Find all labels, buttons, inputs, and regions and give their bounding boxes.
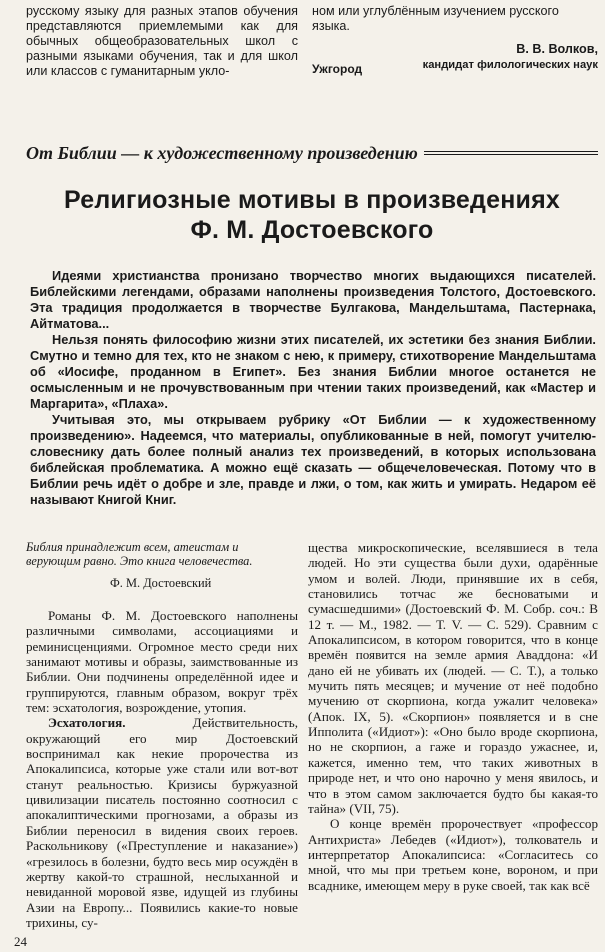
page-number: 24	[14, 934, 27, 949]
intro-paragraph: Учитывая это, мы открываем рубрику «От Библии — к художественному произведению». Надеемся, что материалы, опубликованные в ней, помогут учителю-словеснику дать более полный анализ тех произведений, в которых использована библейская проблематика. А можно ещё сказать — общечеловеческая. Потому что в Библии речь идёт о добре и зле, правде и лжи, о том, как жить и умирать. Недаром её называют Книгой Книг.	[30, 412, 596, 507]
article-title-line-1: Религиозные мотивы в произведениях	[64, 186, 560, 214]
right-column-body	[308, 540, 598, 893]
previous-article-ending	[26, 4, 598, 112]
body-paragraph-text: Действительность, окружающий его мир Достоевский воспринимал как некие пророчества из Апокалипсиса, которые уже стали или вот-вот станут реальностью. Кризисы буржуазной цивилизации писатель постоянно соотносил с апокалиптическими прогнозами, а образы из Библии переносил в видения своих героев. Раскольникову («Преступление и наказание») «грезилось в болезни, будто весь мир осуждён в жертву какой-то страшной, неслыханной и невиданной моровой язве, идущей из глубины Азии на Европу... Появились какие-то новые трихины, су-	[26, 715, 298, 930]
epigraph-author: Ф. М. Достоевский	[110, 576, 212, 590]
previous-article-right-column	[312, 4, 598, 76]
article-title	[26, 185, 598, 245]
author-signature: В. В. Волков,	[516, 42, 598, 56]
rubric-header	[26, 143, 598, 165]
body-paragraph	[26, 715, 298, 930]
epigraph	[26, 540, 258, 568]
previous-article-text-left: русскому языку для разных этапов обучения представляются приемлемыми как для обычных общеобразовательных школ с разными языками обучения, так и для школ или классов с гуманитарным укло-	[26, 4, 298, 78]
article-left-column	[26, 540, 298, 930]
body-paragraph: Романы Ф. М. Достоевского наполнены различными символами, ассоциациями и реминисценциями. Огромное место среди них занимают мотивы и образы, заимствованные из Библии. Они подчинены определённой идее и группируются, главным образом, вокруг трёх тем: эсхатология, возрождение, утопия.	[26, 608, 298, 716]
previous-article-left-column	[26, 4, 298, 79]
article-title-line-2: Ф. М. Достоевского	[190, 216, 434, 244]
previous-article-text-right: ном или углублённым изучением русского языка.	[312, 4, 559, 33]
body-paragraph: щества микроскопические, вселявшиеся в тела людей. Но эти существа были духи, одарённые умом и волей. Люди, принявшие их в себя, становились тотчас же бесноватыми и сумасшедшими» (Достоевский Ф. М. Собр. соч.: В 12 т. — М., 1982. — Т. V. — С. 529). Сравним с Апокалипсисом, в котором говорится, что в конце времён появится на земле армия Аваддона: «И дано ей не убивать их (людей. — С. Т.), а только мучить пять месяцев; и мучение от неё подобно мучению от скорпиона, когда ужалит человека» (Апок. IX, 5). «Скорпион» появляется и в сне Ипполита («Идиот»): «Оно было вроде скорпиона, но не скорпион, а гаже и гораздо ужаснее, и, кажется, именно тем, что таких животных в природе нет, и что оно нарочно у меня явилось, и что в этом самом заключается будто бы какая-то тайна» (VII, 75).	[308, 540, 598, 816]
author-title: кандидат филологических наук	[422, 59, 598, 71]
author-city: Ужгород	[312, 62, 363, 76]
editorial-intro	[30, 268, 596, 508]
epigraph-text: Библия принадлежит всем, атеистам и верующим равно. Это книга человечества.	[26, 540, 253, 568]
left-column-body	[26, 608, 298, 930]
rubric-title: От Библии — к художественному произведению	[26, 143, 424, 163]
article-right-column	[308, 540, 598, 893]
intro-paragraph: Идеями христианства пронизано творчество многих выдающихся писателей. Библейскими легендами, образами наполнены произведения Толстого, Достоевского. Эта традиция продолжается в творчестве Булгакова, Мандельштама, Пастернака, Айтматова...	[30, 268, 596, 331]
intro-paragraph: Нельзя понять философию жизни этих писателей, их эстетики без знания Библии. Смутно и темно для тех, кто не знаком с нею, к примеру, стихотворение Мандельштама об «Иосифе, проданном в Египет». Без знания Библии многое останется не осмысленным и не прочувствованным при чтении таких произведений, как «Мастер и Маргарита», «Плаха».	[30, 332, 596, 411]
section-lead: Эсхатология.	[48, 715, 126, 731]
body-paragraph: О конце времён пророчествует «профессор Антихриста» Лебедев («Идиот»), толкователь и интерпретатор Апокалипсиса: «Согласитесь со мной, что мы при третьем коне, вороном, и при всаднике, имеющем меру в руке своей, так как всё	[308, 816, 598, 893]
